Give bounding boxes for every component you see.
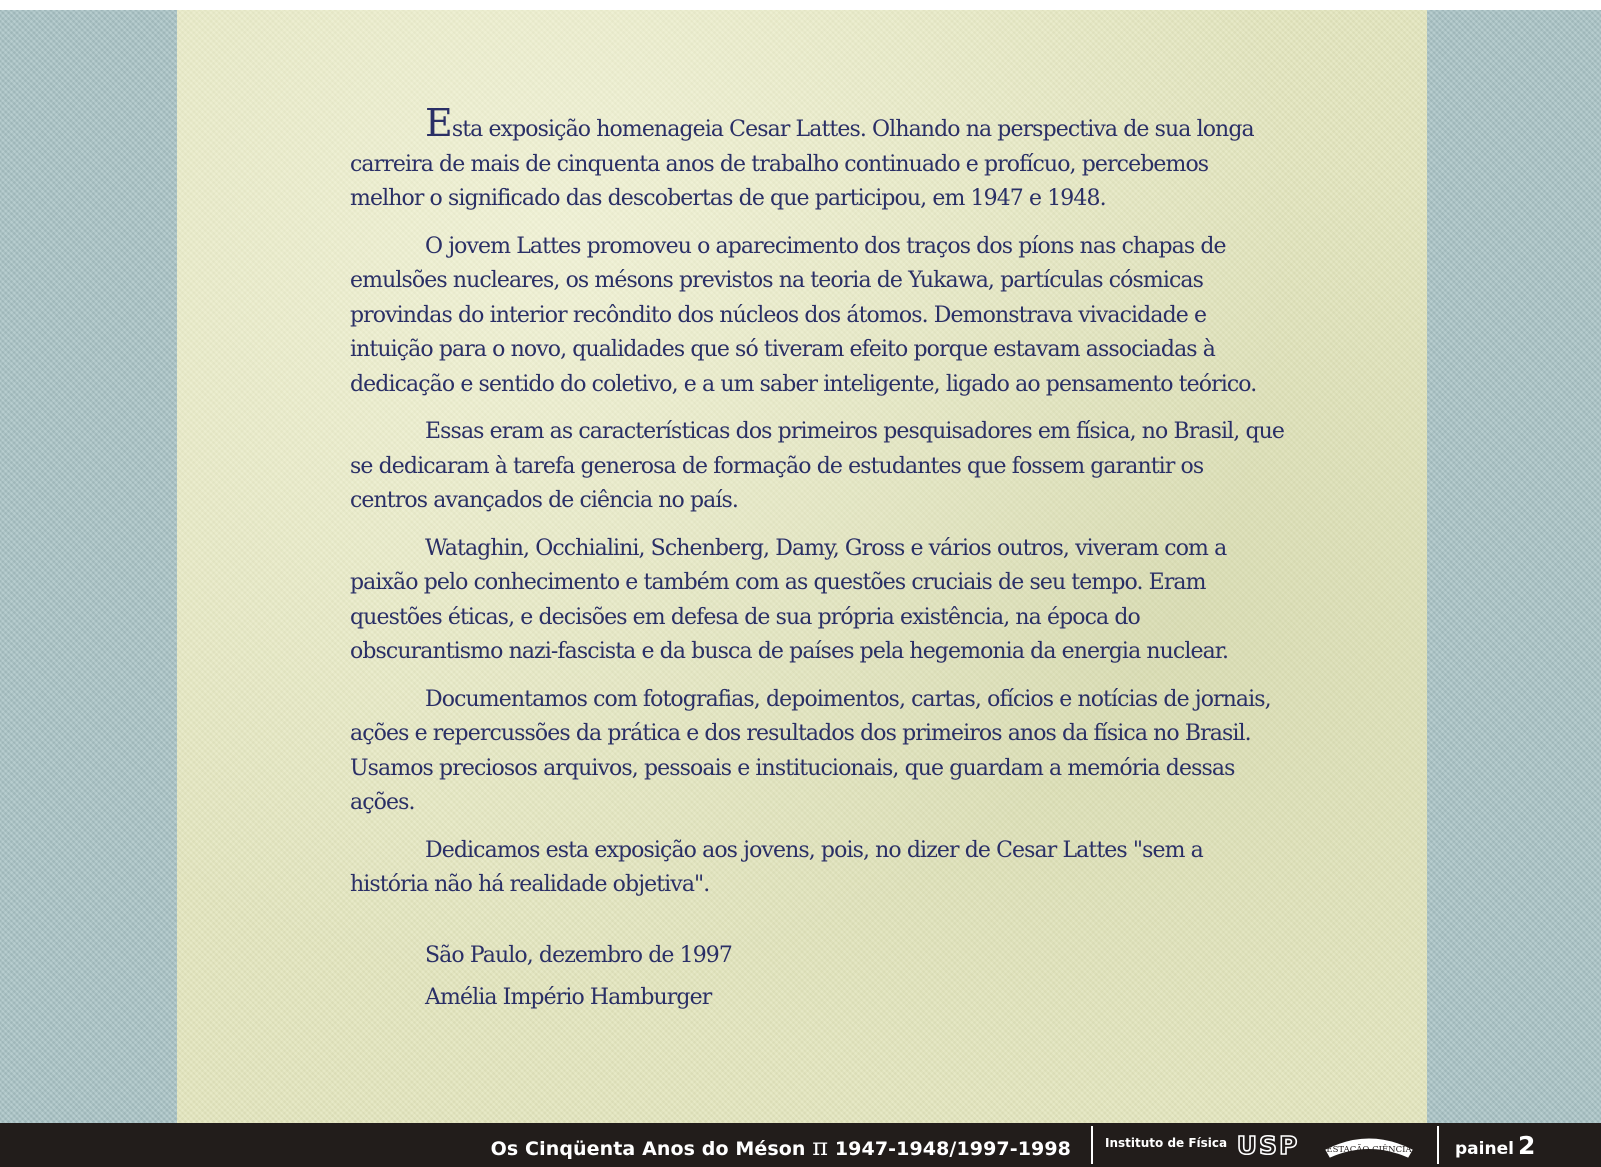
estacao-ciencia-logo xyxy=(1322,1130,1416,1160)
panel-number: 2 xyxy=(1517,1131,1536,1160)
panel-indicator xyxy=(1455,1131,1535,1160)
paragraph-2: O jovem Lattes promoveu o aparecimento dos traços dos píons nas chapas de emulsões nucleares, os mésons previstos na teoria de Yukawa, partículas cósmicas provindas do interior recôndito dos núcleos dos átomos. Demonstrava vivacidade e intuição para o novo, qualidades que só tiveram efeito porque estavam associadas à dedicação e sentido do coletivo, e a um saber inteligente, ligado ao pensamento teórico. xyxy=(350,233,1257,397)
paragraph-6: Dedicamos esta exposição aos jovens, pois, no dizer de Cesar Lattes "sem a história não há realidade objetiva". xyxy=(350,837,1203,897)
place-date: São Paulo, dezembro de 1997 xyxy=(425,942,732,968)
exhibition-years: 1947-1948/1997-1998 xyxy=(834,1138,1071,1160)
paragraph-1-text: sta exposição homenageia Cesar Lattes. Olhando na perspectiva de sua longa carreira de mais de cinquenta anos de trabalho continuado e profícuo, percebemos melhor o significado das descobertas de que participou, em 1947 e 1948. xyxy=(350,117,1254,211)
footer-divider xyxy=(1091,1126,1093,1164)
estacao-logo-text: ESTAÇÃO CIÊNCIA xyxy=(1326,1145,1412,1155)
pi-symbol: π xyxy=(812,1133,829,1161)
paragraph-4: Wataghin, Occhialini, Schenberg, Damy, Gross e vários outros, viveram com a paixão pelo conhecimento e também com as questões cruciais de seu tempo. Eram questões éticas, e decisões em defesa de sua própria existência, na época do obscurantismo nazi-fascista e da busca de países pela hegemonia da energia nuclear. xyxy=(350,535,1229,664)
exhibition-text xyxy=(350,101,1285,1024)
paragraph-3: Essas eram as características dos primeiros pesquisadores em física, no Brasil, que se dedicaram à tarefa generosa de formação de estudantes que fossem garantir os centros avançados de ciência no país. xyxy=(350,419,1285,513)
drop-cap: E xyxy=(425,101,452,145)
panel-label: painel xyxy=(1455,1139,1514,1159)
exhibition-title xyxy=(491,1133,1071,1161)
usp-logo-text: USP xyxy=(1237,1132,1299,1158)
paragraph-1 xyxy=(350,101,1285,217)
paragraph-5: Documentamos com fotografias, depoimentos, cartas, ofícios e notícias de jornais, ações e repercussões da prática e dos resultados dos primeiros anos da física no Brasil. Usamos preciosos arquivos, pessoais e institucionais, que guardam a memória dessas ações. xyxy=(350,686,1271,815)
institute-name: Instituto de Física xyxy=(1105,1136,1228,1150)
usp-logo xyxy=(1237,1132,1299,1158)
footer-bar xyxy=(0,1123,1601,1167)
author-name: Amélia Império Hamburger xyxy=(425,985,712,1010)
footer-divider-2 xyxy=(1437,1126,1439,1164)
exhibition-title-text: Os Cinqüenta Anos do Méson xyxy=(490,1138,806,1160)
signature-block xyxy=(350,939,1285,1016)
